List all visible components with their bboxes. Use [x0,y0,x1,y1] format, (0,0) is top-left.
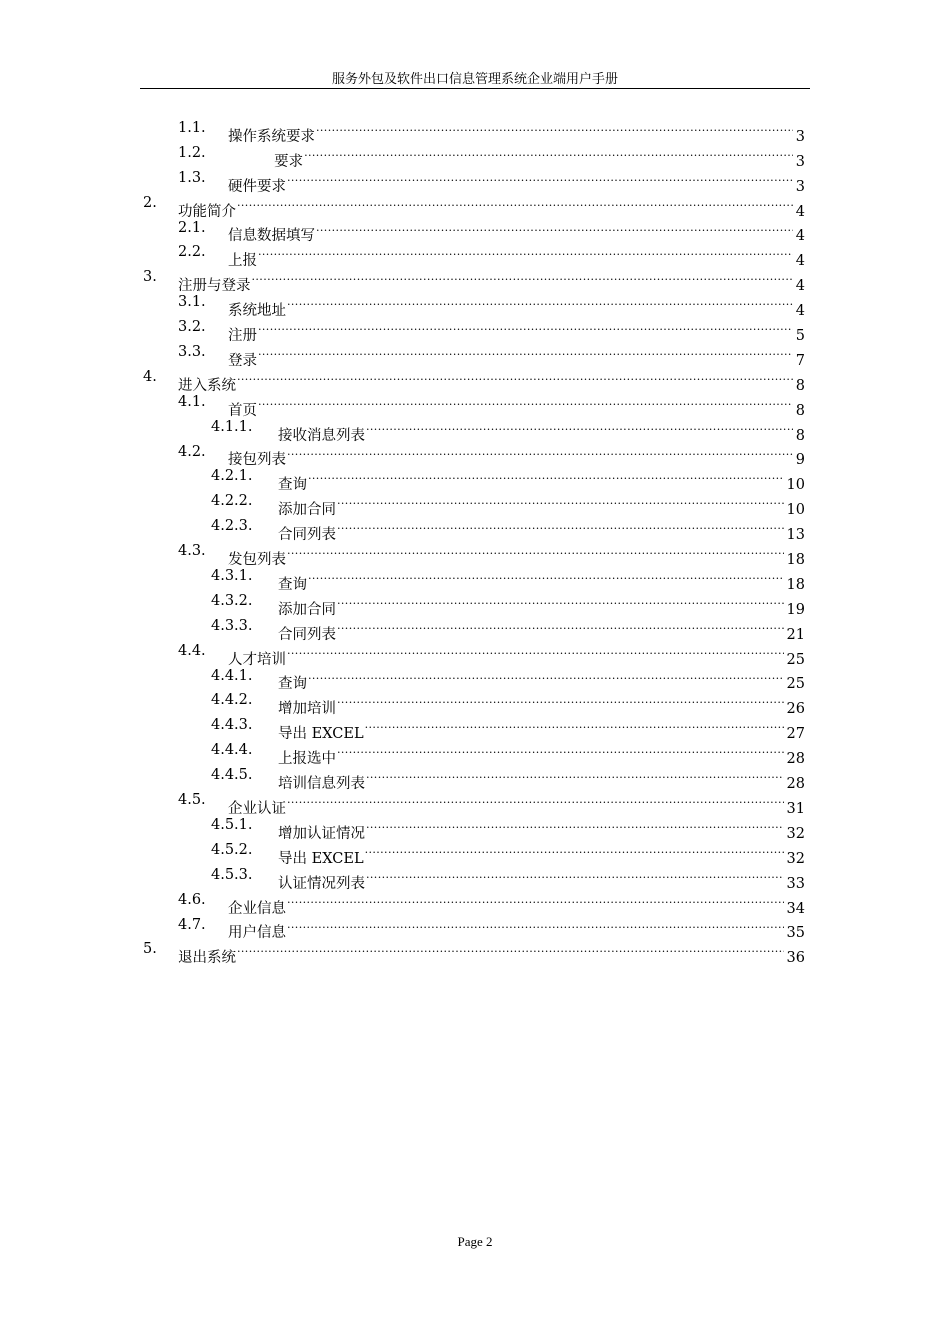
toc-entry-number: 2.2. [178,244,206,261]
toc-entry-page: 18 [786,552,805,569]
toc-entry-title: 信息数据填写 [228,228,315,245]
toc-dot-leader [365,713,784,738]
toc-dot-leader [337,514,784,539]
toc-entry-number: 4.5. [178,792,206,809]
toc-dot-leader [308,464,784,489]
toc-entry-title: 企业认证 [228,800,286,817]
toc-entry[interactable] [0,390,950,419]
toc-dot-leader [366,863,784,888]
toc-entry[interactable] [0,191,950,220]
toc-entry-page: 8 [795,402,805,419]
toc-entry-number: 1.3. [178,169,206,186]
toc-dot-leader [308,664,784,689]
toc-entry-number: 4.1.1. [211,418,253,435]
toc-entry[interactable] [0,489,950,519]
toc-entry[interactable] [0,539,950,569]
toc-entry[interactable] [0,415,950,444]
header-divider [140,88,810,89]
toc-entry-page: 32 [786,825,805,842]
toc-entry-number: 4.4.5. [211,767,253,784]
toc-entry-title: 硬件要求 [228,178,286,195]
toc-entry-page: 13 [786,527,805,544]
toc-dot-leader [308,564,784,589]
toc-entry-page: 4 [795,253,805,270]
toc-dot-leader [258,390,793,415]
toc-dot-leader [237,937,784,962]
toc-entry-title: 注册与登录 [178,278,251,295]
toc-entry-page: 28 [786,751,805,768]
toc-dot-leader [365,838,784,863]
toc-dot-leader [287,913,784,938]
toc-dot-leader [304,141,793,166]
toc-entry-title: 注册 [228,328,257,345]
toc-entry-page: 34 [786,900,805,917]
toc-entry-number: 3. [143,269,157,286]
toc-entry-number: 4.3.3. [211,617,253,634]
toc-entry[interactable] [0,464,950,494]
toc-dot-leader [287,788,784,813]
toc-entry-number: 4.5.3. [211,866,253,883]
toc-entry-page: 28 [786,776,805,793]
toc-entry[interactable] [0,664,950,693]
toc-entry[interactable] [0,315,950,345]
toc-entry-number: 3.3. [178,344,206,361]
toc-entry-title: 合同列表 [278,626,336,643]
toc-entry-number: 4.5.1. [211,816,253,833]
toc-entry-title: 首页 [228,402,257,419]
toc-entry-page: 25 [786,676,805,693]
toc-entry-title: 退出系统 [178,950,236,967]
toc-entry-number: 4.2.1. [211,468,253,485]
toc-entry-page: 33 [786,875,805,892]
toc-entry-number: 4. [143,368,157,385]
toc-entry-number: 2. [143,194,157,211]
toc-entry-number: 4.2. [178,443,206,460]
toc-dot-leader [337,688,784,713]
toc-entry-title: 培训信息列表 [278,776,365,793]
toc-dot-leader [366,763,784,788]
toc-dot-leader [366,415,793,440]
toc-entry-title: 接收消息列表 [278,427,365,444]
toc-entry[interactable] [0,713,950,743]
toc-entry[interactable] [0,738,950,768]
toc-entry-page: 9 [795,452,805,469]
toc-dot-leader [337,614,784,639]
toc-entry-page: 10 [786,477,805,494]
toc-entry-page: 8 [795,427,805,444]
toc-entry-page: 19 [786,601,805,618]
toc-dot-leader [316,216,793,241]
toc-entry-title: 发包列表 [228,552,286,569]
toc-entry[interactable] [0,813,950,842]
toc-dot-leader [337,738,784,763]
toc-entry-title: 系统地址 [228,303,286,320]
toc-dot-leader [258,315,793,340]
toc-entry-number: 4.3.2. [211,592,253,609]
toc-entry-number: 4.4.1. [211,667,253,684]
toc-dot-leader [237,365,793,390]
toc-entry-title: 查询 [278,676,307,693]
toc-entry-number: 4.6. [178,891,206,908]
toc-entry-page: 35 [786,925,805,942]
toc-dot-leader [287,166,793,191]
toc-entry-title: 企业信息 [228,900,286,917]
toc-dot-leader [258,340,793,365]
toc-entry-number: 4.3. [178,543,206,560]
toc-entry-title: 增加培训 [278,701,336,718]
toc-entry-number: 4.3.1. [211,568,253,585]
toc-entry-title: 增加认证情况 [278,825,365,842]
toc-entry[interactable] [0,290,950,320]
toc-dot-leader [337,589,784,614]
toc-entry-page: 31 [786,800,805,817]
toc-entry[interactable] [0,514,950,544]
toc-entry-number: 3.1. [178,294,206,311]
toc-dot-leader [287,440,793,465]
toc-entry-title: 导出 EXCEL [278,850,364,867]
toc-dot-leader [366,813,784,838]
toc-entry-page: 3 [795,128,805,145]
toc-entry-title: 合同列表 [278,527,336,544]
toc-dot-leader [287,290,793,315]
toc-entry-number: 4.4.2. [211,692,253,709]
toc-entry[interactable] [0,763,950,793]
toc-dot-leader [287,539,784,564]
page-header-title: 服务外包及软件出口信息管理系统企业端用户手册 [331,72,618,87]
toc-entry-number: 1.2. [178,144,206,161]
toc-entry-number: 4.2.3. [211,518,253,535]
toc-entry-page: 36 [786,950,805,967]
toc-entry[interactable] [0,888,950,917]
toc-entry-title: 导出 EXCEL [278,726,364,743]
page-number: Page 2 [457,1234,493,1249]
toc-entry-number: 4.4. [178,642,206,659]
toc-entry-page: 4 [795,228,805,245]
toc-entry-page: 7 [795,352,805,369]
toc-entry-page: 25 [786,651,805,668]
toc-entry-title: 进入系统 [178,377,236,394]
toc-entry-page: 5 [795,328,805,345]
toc-entry-page: 10 [786,502,805,519]
toc-dot-leader [252,265,793,290]
toc-entry-line [178,937,805,971]
toc-entry[interactable] [0,216,950,245]
toc-entry-title: 查询 [278,477,307,494]
toc-entry-title: 登录 [228,352,257,369]
toc-dot-leader [237,191,793,216]
toc-entry-page: 27 [786,726,805,743]
toc-entry-number: 4.1. [178,393,206,410]
toc-dot-leader [287,639,784,664]
toc-entry-number: 4.2.2. [211,493,253,510]
toc-entry[interactable] [0,116,950,145]
toc-entry-page: 4 [795,303,805,320]
toc-entry[interactable] [0,265,950,295]
toc-entry-title: 功能简介 [178,203,236,220]
toc-entry-page: 26 [786,701,805,718]
toc-entry[interactable] [0,166,950,195]
toc-entry-title: 查询 [278,576,307,593]
toc-entry[interactable] [0,788,950,817]
toc-entry-title: 添加合同 [278,502,336,519]
toc-entry[interactable] [0,863,950,892]
table-of-contents [0,116,950,967]
toc-entry-number: 5. [143,941,157,958]
toc-entry-number: 4.4.4. [211,742,253,759]
toc-entry[interactable] [0,240,950,270]
toc-entry-title: 用户信息 [228,925,286,942]
toc-entry[interactable] [0,639,950,668]
toc-entry-title: 上报选中 [278,751,336,768]
toc-entry-page: 3 [795,178,805,195]
toc-entry-title: 添加合同 [278,601,336,618]
toc-entry-page: 32 [786,850,805,867]
toc-entry-title: 认证情况列表 [278,875,365,892]
toc-dot-leader [287,888,784,913]
toc-entry-page: 4 [795,278,805,295]
toc-entry[interactable] [0,340,950,369]
toc-entry-number: 3.2. [178,319,206,336]
toc-entry-number: 2.1. [178,219,206,236]
toc-entry-number: 4.4.3. [211,717,253,734]
toc-entry[interactable] [0,365,950,394]
toc-entry-number: 1.1. [178,120,206,136]
toc-entry[interactable] [0,589,950,618]
toc-entry[interactable] [0,564,950,593]
toc-entry[interactable] [0,440,950,469]
toc-dot-leader [258,240,793,265]
toc-entry-page: 21 [786,626,805,643]
toc-entry[interactable] [0,937,950,967]
toc-entry[interactable] [0,688,950,718]
toc-entry[interactable] [0,838,950,867]
toc-entry[interactable] [0,913,950,942]
toc-entry-title: 接包列表 [228,452,286,469]
toc-entry[interactable] [0,141,950,170]
toc-entry[interactable] [0,614,950,643]
toc-entry-page: 4 [795,203,805,220]
toc-entry-number: 4.7. [178,916,206,933]
toc-entry-title: 操作系统要求 [228,128,315,145]
toc-entry-number: 4.5.2. [211,841,253,858]
toc-dot-leader [316,116,793,141]
toc-entry-title: 要求 [228,153,304,170]
toc-dot-leader [337,489,784,514]
toc-entry-page: 3 [795,153,805,170]
toc-entry-page: 8 [795,377,805,394]
toc-entry-page: 18 [786,576,805,593]
toc-entry-title: 人才培训 [228,651,286,668]
toc-entry-title: 上报 [228,253,257,270]
